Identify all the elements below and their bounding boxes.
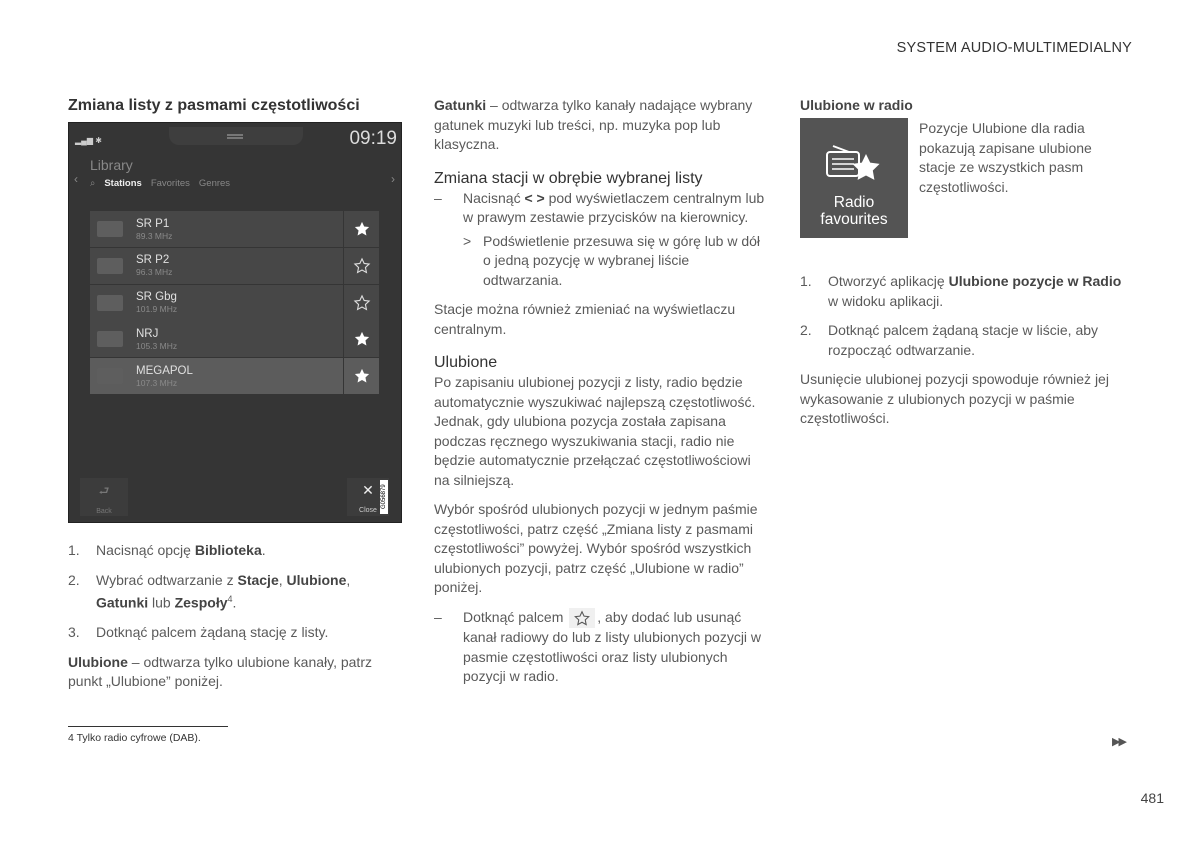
chevron-left-icon: ‹ <box>74 172 78 186</box>
paragraph: Usunięcie ulubionej pozycji spowoduje również jej wykasowanie z ulubionych pozycji w paśmie częstotliwości. <box>800 371 1109 426</box>
station-row <box>90 285 379 321</box>
column-right <box>800 96 1132 439</box>
tab-stations: Stations <box>104 178 142 189</box>
heading-favorites: Ulubione <box>434 354 498 371</box>
list-item: 3. Dotknąć palcem żądaną stację z listy. <box>68 624 329 641</box>
star-outline-icon <box>343 248 379 284</box>
column-middle <box>434 96 770 691</box>
next-page-arrows-icon: ▶▶ <box>1112 736 1125 748</box>
station-art <box>97 368 123 384</box>
paragraph: Ulubione – odtwarza tylko ulubione kanały, patrz punkt „Ulubione” poniżej. <box>68 653 372 690</box>
back-label: Back <box>96 507 112 515</box>
star-outline-icon <box>569 608 595 628</box>
radio-favourites-description: Pozycje Ulubione dla radia pokazują zapisane ulubione stacje ze wszystkich pasm częstotliwości. <box>919 120 1092 195</box>
list-item: – Dotknąć palcem , aby dodać lub usunąć kanał radiowy do lub z listy ulubionych pozycji w pasmie częstotliwości oraz listy ulubionych pozycji w radio. <box>434 608 762 684</box>
station-frequency: 107.3 MHz <box>136 377 178 388</box>
paragraph: Stacje można również zmieniać na wyświetlaczu centralnym. <box>434 301 736 337</box>
star-outline-icon <box>343 285 379 321</box>
station-art <box>97 295 123 311</box>
column-left <box>68 96 400 702</box>
station-art <box>97 331 123 347</box>
station-art <box>97 258 123 274</box>
drag-handle-icon <box>169 127 303 145</box>
star-filled-icon <box>343 321 379 357</box>
footnote: 4 Tylko radio cyfrowe (DAB). <box>68 732 201 744</box>
star-filled-icon <box>343 211 379 247</box>
station-frequency: 96.3 MHz <box>136 267 173 278</box>
station-name: SR P1 <box>136 217 170 230</box>
station-frequency: 101.9 MHz <box>136 304 178 315</box>
screen-tabs <box>90 174 230 194</box>
station-name: MEGAPOL <box>136 364 193 377</box>
station-row <box>90 358 379 394</box>
list-item: 2. Dotknąć palcem żądaną stacje w liście, aby rozpocząć odtwarzanie. <box>800 322 1099 358</box>
list-item: 1. Otworzyć aplikację Ulubione pozycje w Radio w widoku aplikacji. <box>800 273 1122 309</box>
station-name: NRJ <box>136 327 159 340</box>
station-list <box>90 211 379 395</box>
search-icon: ⌕ <box>90 178 96 189</box>
list-item: 1. Nacisnąć opcję Biblioteka. <box>68 542 266 558</box>
tab-favorites: Favorites <box>150 178 190 189</box>
station-frequency: 89.3 MHz <box>136 230 173 241</box>
heading-change-station: Zmiana stacji w obrębie wybranej listy <box>434 169 703 187</box>
tab-genres: Genres <box>198 178 231 189</box>
station-name: SR P2 <box>136 254 170 267</box>
list-item: 2. Wybrać odtwarzanie z Stacje, Ulubione, Gatunki lub Zespoły$^4$. <box>68 571 351 611</box>
list-item: > Podświetlenie przesuwa się w górę lub w dół o jedną pozycję w wybranej liście odtwarzania. <box>463 232 761 288</box>
station-frequency: 105.3 MHz <box>136 340 178 351</box>
paragraph: Wybór spośród ulubionych pozycji w jednym paśmie częstotliwości, patrz część „Zmiana listy z pasmami częstotliwości” powyżej. Wybór spośród wszystkich ulubionych pozycji, patrz część „Ulubione w radio” poniżej. <box>434 501 758 595</box>
paragraph: Po zapisaniu ulubionej pozycji z listy, radio będzie automatycznie wyszukiwać najlepszą częstotliwość. Jednak, gdy ulubiona pozycja została zapisana podczas ręcznego wyszukiwania stacji, radio nie będzie automatycznie przełączać częstotliwościowi na silniejszą. <box>434 374 756 488</box>
screen-library-title: Library <box>90 157 133 173</box>
footnote-divider <box>68 726 228 727</box>
section-title: SYSTEM AUDIO-MULTIMEDIALNY <box>896 40 1132 56</box>
signal-icon: ▂▄▆ ✱ <box>75 136 102 145</box>
station-row <box>90 248 379 284</box>
chevron-right-icon: › <box>391 172 395 186</box>
image-code: G056879 <box>380 480 388 514</box>
close-icon: ✕ <box>362 482 374 498</box>
heading-radio-favorites: Ulubione w radio <box>800 97 913 113</box>
station-row <box>90 321 379 357</box>
station-row <box>90 211 379 247</box>
star-filled-icon <box>343 358 379 394</box>
close-label: Close <box>359 506 377 514</box>
back-button <box>80 478 128 516</box>
paragraph: Gatunki – odtwarza tylko kanały nadające wybrany gatunek muzyki lub treści, np. muzyka pop lub klasyczna. <box>434 97 753 152</box>
radio-library-screenshot <box>68 122 402 523</box>
radio-favourites-row <box>800 118 1132 238</box>
radio-favourites-app-icon: Radio favourites <box>800 118 908 238</box>
radio-star-icon <box>825 144 885 190</box>
back-icon: ⮐ <box>98 484 110 498</box>
station-name: SR Gbg <box>136 291 177 304</box>
station-art <box>97 221 123 237</box>
page-number: 481 <box>1140 790 1164 806</box>
heading-band-list: Zmiana listy z pasmami częstotliwości <box>68 97 360 114</box>
screen-clock: 09:19 <box>349 128 397 149</box>
list-item: – Nacisnąć < > pod wyświetlaczem centralnym lub w prawym zestawie przycisków na kierownicy. <box>434 189 765 225</box>
